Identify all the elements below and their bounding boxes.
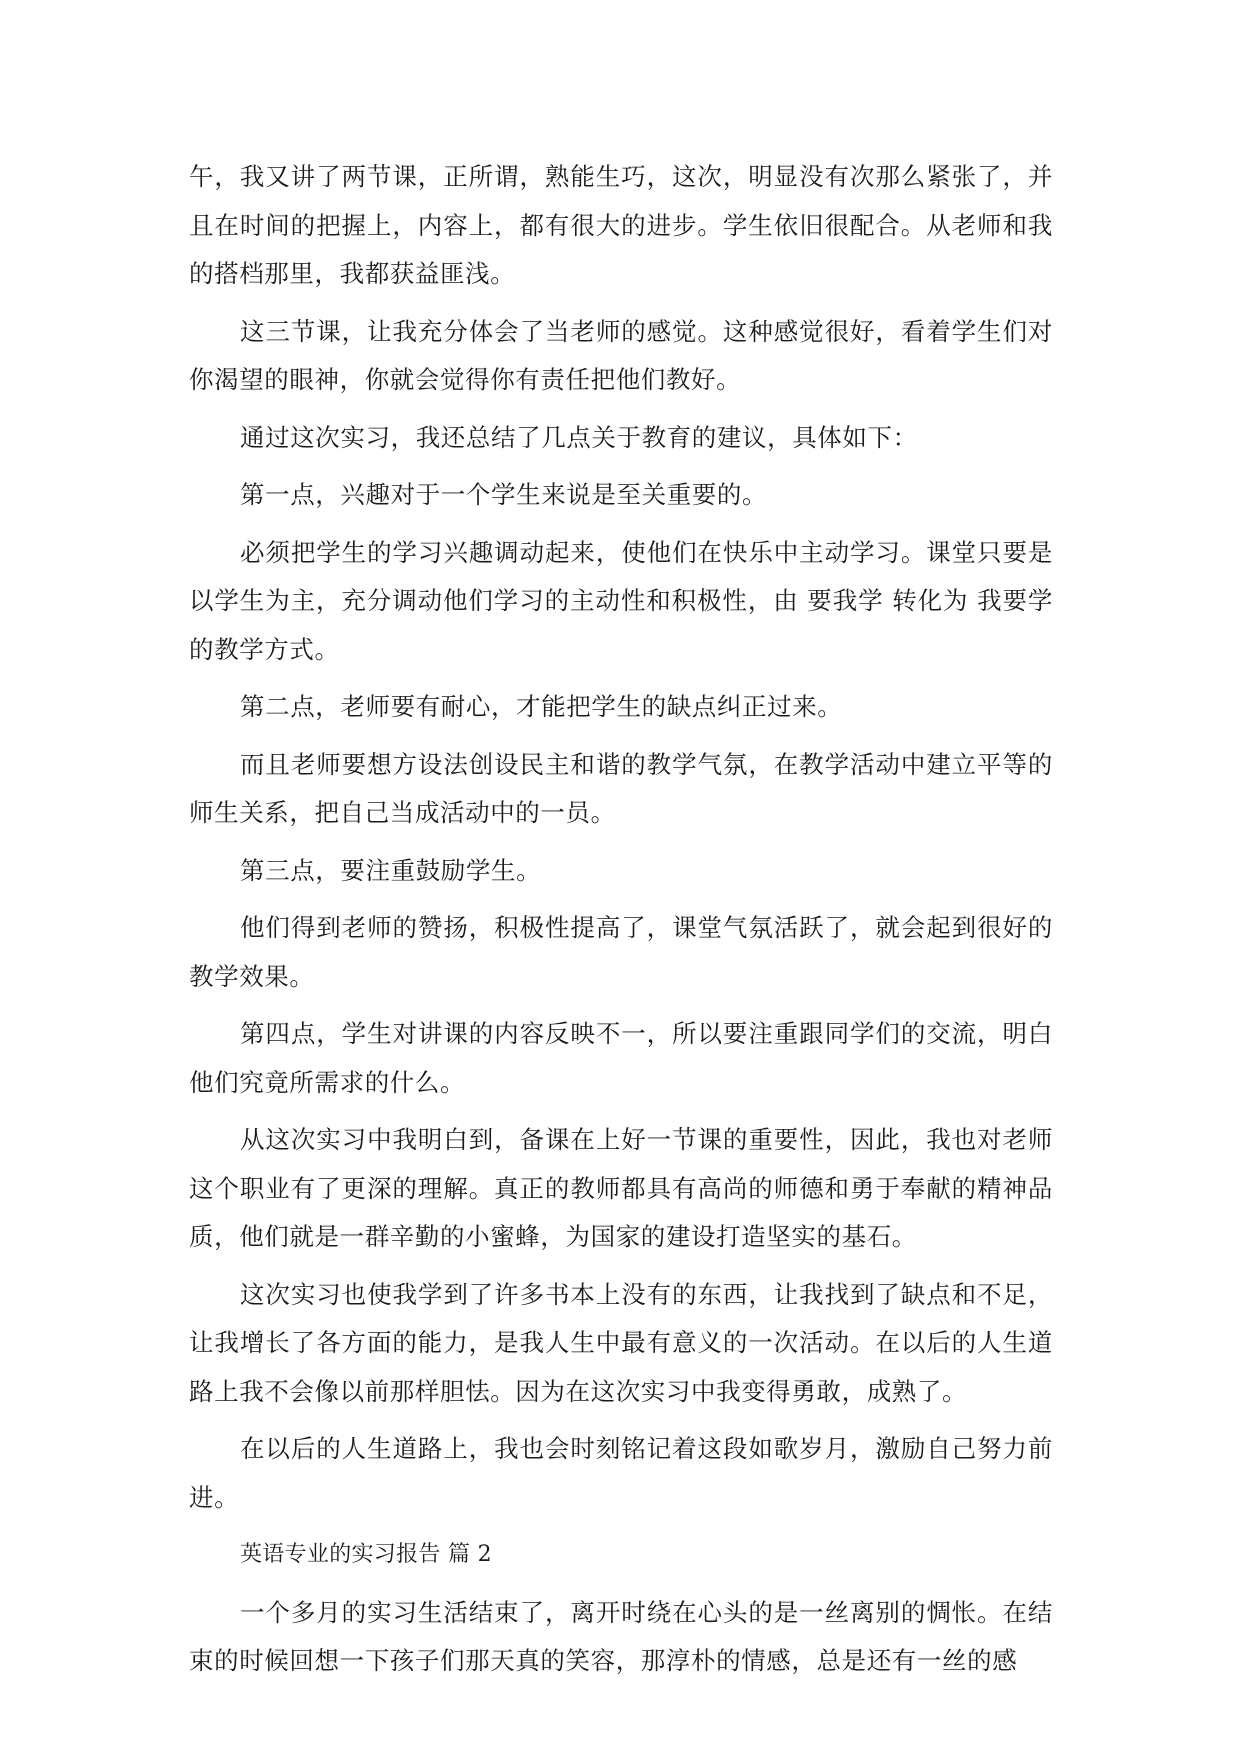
paragraph-growth: 这次实习也使我学到了许多书本上没有的东西，让我找到了缺点和不足，让我增长了各方面的能力，是我人生中最有意义的一次活动。在以后的人生道路上我不会像以前那样胆怯。因为在这次实习中我变得勇敢，成熟了。 (189, 1279, 1053, 1406)
paragraph-point-three-detail: 他们得到老师的赞扬，积极性提高了，课堂气氛活跃了，就会起到很好的教学效果。 (189, 913, 1053, 991)
paragraph-second-report-start: 一个多月的实习生活结束了，离开时绕在心头的是一丝离别的惆怅。在结束的时候回想一下孩子们那天真的笑容，那淳朴的情感，总是还有一丝的感 (189, 1597, 1053, 1675)
paragraph-continuation: 午，我又讲了两节课，正所谓，熟能生巧，这次，明显没有次那么紧张了，并且在时间的把握上，内容上，都有很大的进步。学生依旧很配合。从老师和我的搭档那里，我都获益匪浅。 (189, 162, 1053, 288)
paragraph-point-one: 第一点，兴趣对于一个学生来说是至关重要的。 (240, 480, 768, 509)
paragraph-point-one-detail: 必须把学生的学习兴趣调动起来，使他们在快乐中主动学习。课堂只要是以学生为主，充分调动他们学习的主动性和积极性，由 要我学 转化为 我要学 的教学方式。 (189, 537, 1053, 664)
paragraph-understanding: 从这次实习中我明白到，备课在上好一节课的重要性，因此，我也对老师这个职业有了更深的理解。真正的教师都具有高尚的师德和勇于奉献的精神品质，他们就是一群辛勤的小蜜蜂，为国家的建设打造坚实的基石。 (189, 1125, 1053, 1251)
paragraph-point-four: 第四点，学生对讲课的内容反映不一，所以要注重跟同学们的交流，明白他们究竟所需求的什么。 (189, 1019, 1053, 1097)
paragraph-point-three: 第三点，要注重鼓励学生。 (240, 855, 542, 885)
paragraph-point-two-detail: 而且老师要想方设法创设民主和谐的教学气氛，在教学活动中建立平等的师生关系，把自己当成活动中的一员。 (189, 749, 1053, 827)
paragraph-suggestions-intro: 通过这次实习，我还总结了几点关于教育的建议，具体如下： (240, 422, 918, 452)
section-heading: 英语专业的实习报告 篇 2 (240, 1542, 492, 1567)
paragraph-point-two: 第二点，老师要有耐心，才能把学生的缺点纠正过来。 (240, 692, 843, 721)
paragraph-three-lessons: 这三节课，让我充分体会了当老师的感觉。这种感觉很好，看着学生们对你渴望的眼神，你就会觉得你有责任把他们教好。 (189, 316, 1053, 394)
paragraph-future: 在以后的人生道路上，我也会时刻铭记着这段如歌岁月，激励自己努力前进。 (189, 1434, 1053, 1512)
document-page (189, 153, 1053, 1695)
